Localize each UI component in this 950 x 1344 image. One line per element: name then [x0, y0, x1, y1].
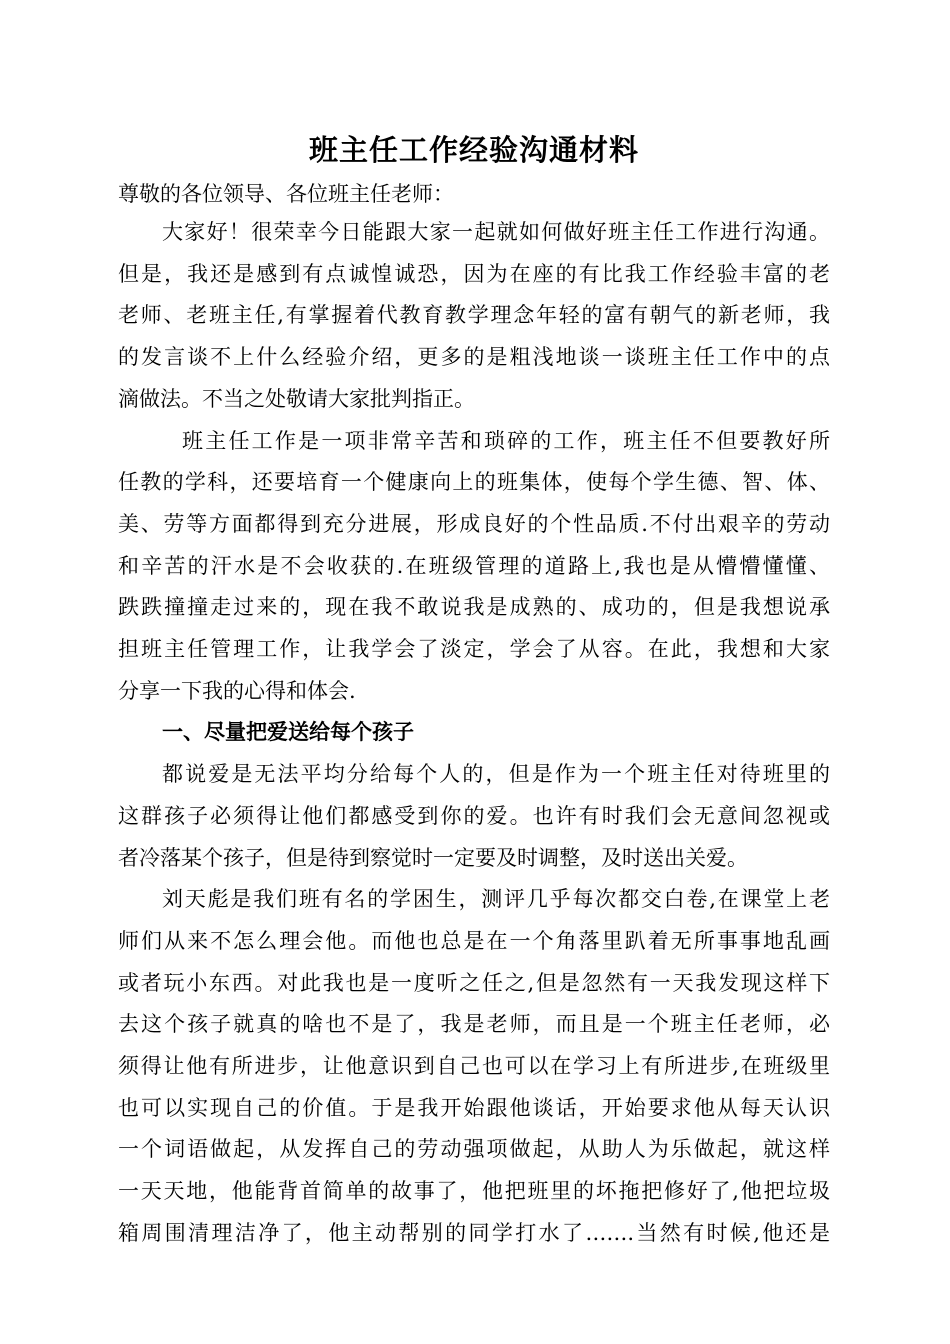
- paragraph-line: 跌跌撞撞走过来的，现在我不敢说我是成熟的、成功的，但是我想说承: [118, 595, 830, 620]
- document-title: 班主任工作经验沟通材料: [308, 133, 639, 167]
- paragraph-line: 一天天地，他能背首简单的故事了，他把班里的坏拖把修好了,他把垃圾: [118, 1179, 830, 1204]
- paragraph-line: 须得让他有所进步，让他意识到自己也可以在学习上有所进步,在班级里: [118, 1054, 830, 1079]
- paragraph-line: 或者玩小东西。对此我也是一度听之任之,但是忽然有一天我发现这样下: [118, 970, 830, 995]
- paragraph-line: 班主任工作是一项非常辛苦和琐碎的工作，班主任不但要教好所: [182, 428, 830, 453]
- salutation: 尊敬的各位领导、各位班主任老师：: [118, 182, 454, 206]
- paragraph-line: 者冷落某个孩子，但是待到察觉时一定要及时调整，及时送出关爱。: [118, 845, 748, 870]
- paragraph-line: 担班主任管理工作，让我学会了淡定，学会了从容。在此，我想和大家: [118, 637, 830, 662]
- paragraph-line: 箱周围清理洁净了，他主动帮别的同学打水了…….当然有时候,他还是: [118, 1220, 830, 1245]
- paragraph-line: 老师、老班主任,有掌握着代教育教学理念年轻的富有朝气的新老师，我: [118, 303, 830, 328]
- paragraph-line: 的发言谈不上什么经验介绍，更多的是粗浅地谈一谈班主任工作中的点: [118, 345, 830, 370]
- paragraph-3: [118, 754, 830, 879]
- paragraph-line: 分享一下我的心得和体会.: [118, 678, 356, 703]
- paragraph-line: 刘天彪是我们班有名的学困生，测评几乎每次都交白卷,在课堂上老: [162, 887, 830, 912]
- paragraph-1: [118, 212, 830, 421]
- paragraph-line: 但是，我还是感到有点诚惶诚恐，因为在座的有比我工作经验丰富的老: [118, 261, 830, 286]
- section-heading-1: 一、尽量把爱送给每个孩子: [162, 720, 414, 745]
- paragraph-line: 都说爱是无法平均分给每个人的，但是作为一个班主任对待班里的: [162, 762, 830, 787]
- document-page: [118, 124, 830, 1255]
- paragraph-line: 大家好！很荣幸今日能跟大家一起就如何做好班主任工作进行沟通。: [162, 220, 830, 244]
- paragraph-line: 一个词语做起，从发挥自己的劳动强项做起，从助人为乐做起，就这样: [118, 1137, 830, 1162]
- paragraph-line: 这群孩子必须得让他们都感受到你的爱。也许有时我们会无意间忽视或: [118, 803, 830, 828]
- paragraph-line: 去这个孩子就真的啥也不是了，我是老师，而且是一个班主任老师，必: [118, 1012, 830, 1037]
- paragraph-line: 和辛苦的汗水是不会收获的.在班级管理的道路上,我也是从懵懵懂懂、: [118, 553, 830, 578]
- paragraph-4: [118, 879, 830, 1254]
- paragraph-line: 也可以实现自己的价值。于是我开始跟他谈话，开始要求他从每天认识: [118, 1095, 830, 1120]
- paragraph-2: [118, 421, 830, 713]
- paragraph-line: 师们从来不怎么理会他。而他也总是在一个角落里趴着无所事事地乱画: [118, 928, 830, 953]
- paragraph-line: 滴做法。不当之处敬请大家批判指正。: [118, 386, 475, 411]
- paragraph-line: 美、劳等方面都得到充分进展，形成良好的个性品质.不付出艰辛的劳动: [118, 511, 830, 536]
- paragraph-line: 任教的学科，还要培育一个健康向上的班集体，使每个学生德、智、体、: [118, 470, 830, 495]
